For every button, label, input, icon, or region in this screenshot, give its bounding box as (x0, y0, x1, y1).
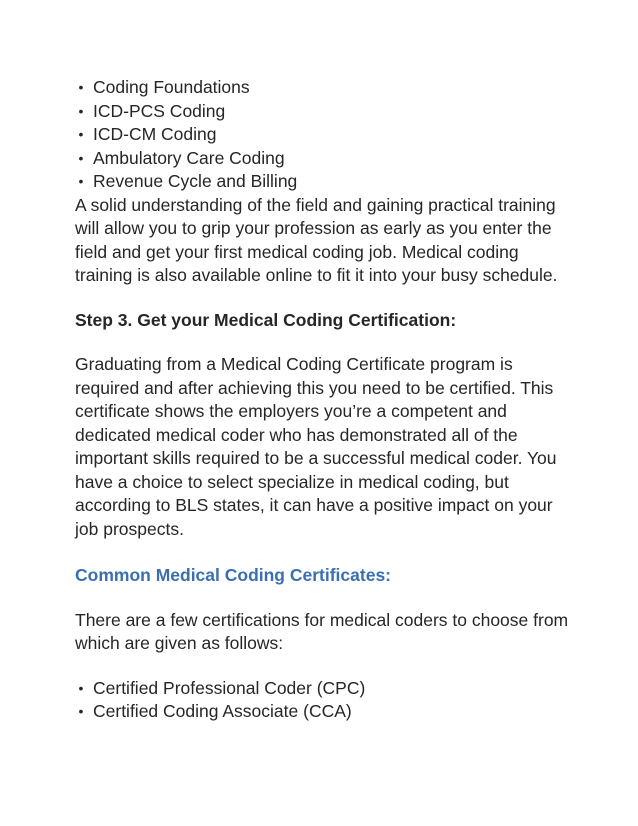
bullet-icon: • (78, 679, 84, 696)
certification-paragraph: Graduating from a Medical Coding Certificate program is required and after achieving this you need to be certified. This certificate shows the employers you’re a competent and dedicated medical coder who has demonstrated all of the important skills required to be a successful medical coder. You have a choice to select specialize in medical coding, but according to BLS states, it can have a positive impact on your job prospects. (75, 354, 557, 539)
list-item-text: Certified Professional Coder (CPC) (93, 677, 366, 698)
bullet-icon: • (78, 149, 84, 166)
common-certificates-heading: Common Medical Coding Certificates: (75, 565, 392, 585)
list-item (75, 100, 578, 124)
bullet-icon: • (78, 173, 84, 189)
step-3-heading: Step 3. Get your Medical Coding Certification: (75, 309, 457, 330)
training-paragraph: A solid understanding of the field and gaining practical training will allow you to grip your profession as early as you enter the field and get your first medical coding job. Medical coding training is also available online to fit it into your busy schedule. (75, 194, 558, 285)
course-list (75, 76, 578, 194)
list-item-text: Certified Coding Associate (CCA) (93, 701, 352, 721)
list-item-text: Coding Foundations (93, 77, 250, 97)
list-item (75, 170, 578, 194)
list-item-text: Ambulatory Care Coding (93, 147, 285, 168)
list-item-text: ICD-CM Coding (93, 124, 217, 144)
list-item-text: Revenue Cycle and Billing (93, 171, 298, 191)
bullet-icon: • (78, 79, 84, 95)
list-item (75, 76, 578, 100)
bullet-icon: • (78, 703, 84, 719)
bullet-icon: • (78, 102, 84, 119)
list-item (75, 147, 578, 171)
list-item (75, 123, 578, 147)
list-item-text: ICD-PCS Coding (93, 100, 226, 121)
list-item (75, 700, 578, 724)
certificate-list (75, 677, 578, 724)
list-item (75, 677, 578, 701)
bullet-icon: • (78, 126, 84, 142)
certifications-intro-paragraph: There are a few certifications for medical coders to choose from which are given as follows: (75, 609, 569, 653)
